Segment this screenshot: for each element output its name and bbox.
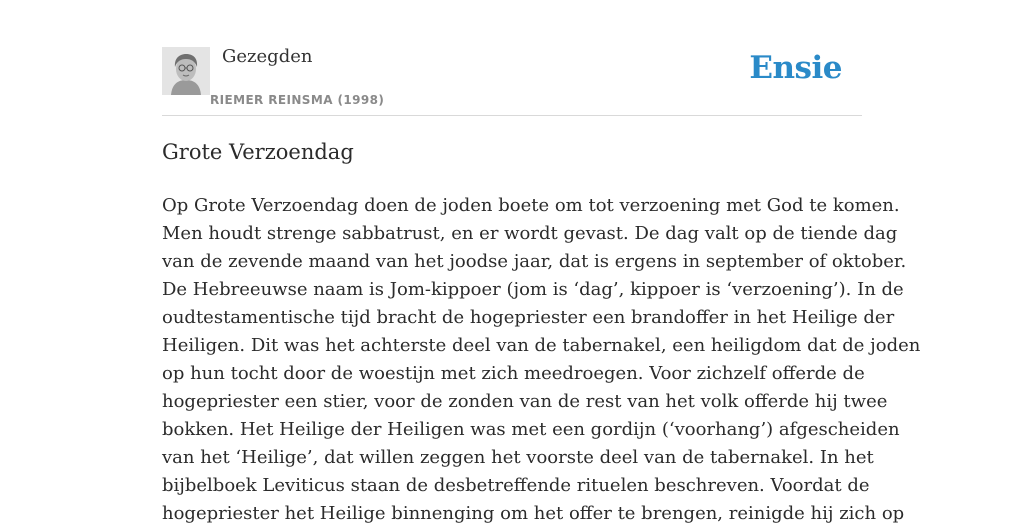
body-line: hogepriester het Heilige binnenging om het offer te brengen, reinigde hij zich op — [162, 503, 905, 524]
author-avatar[interactable] — [162, 47, 210, 95]
body-line: bijbelboek Leviticus staan de desbetreffende rituelen beschreven. Voordat de — [162, 475, 870, 496]
body-line: De Hebreeuwse naam is Jom-kippoer (jom is ‘dag’, kippoer is ‘verzoening’). In de — [162, 279, 904, 300]
collection-link[interactable]: Gezegden — [222, 46, 313, 67]
body-line: Op Grote Verzoendag doen de joden boete om tot verzoening met God te komen. — [162, 195, 900, 216]
body-line: bokken. Het Heilige der Heiligen was met een gordijn (‘voorhang’) afgescheiden — [162, 419, 900, 440]
body-line: van het ‘Heilige’, dat willen zeggen het voorste deel van de tabernakel. In het — [162, 447, 874, 468]
author-name: RIEMER REINSMA (1998) — [210, 93, 385, 107]
author-portrait-icon — [162, 47, 210, 95]
body-line: op hun tocht door de woestijn met zich meedroegen. Voor zichzelf offerde de — [162, 363, 865, 384]
ensie-logo[interactable]: Ensie — [749, 50, 842, 86]
body-line: Men houdt strenge sabbatrust, en er wordt gevast. De dag valt op de tiende dag — [162, 223, 898, 244]
body-line: Heiligen. Dit was het achterste deel van de tabernakel, een heiligdom dat de joden — [162, 335, 921, 356]
body-line: van de zevende maand van het joodse jaar, dat is ergens in september of oktober. — [162, 251, 907, 272]
article-title: Grote Verzoendag — [162, 140, 354, 164]
body-line: oudtestamentische tijd bracht de hogepriester een brandoffer in het Heilige der — [162, 307, 895, 328]
header — [162, 44, 862, 116]
article-body — [162, 192, 921, 528]
body-line: hogepriester een stier, voor de zonden van de rest van het volk offerde hij twee — [162, 391, 888, 412]
